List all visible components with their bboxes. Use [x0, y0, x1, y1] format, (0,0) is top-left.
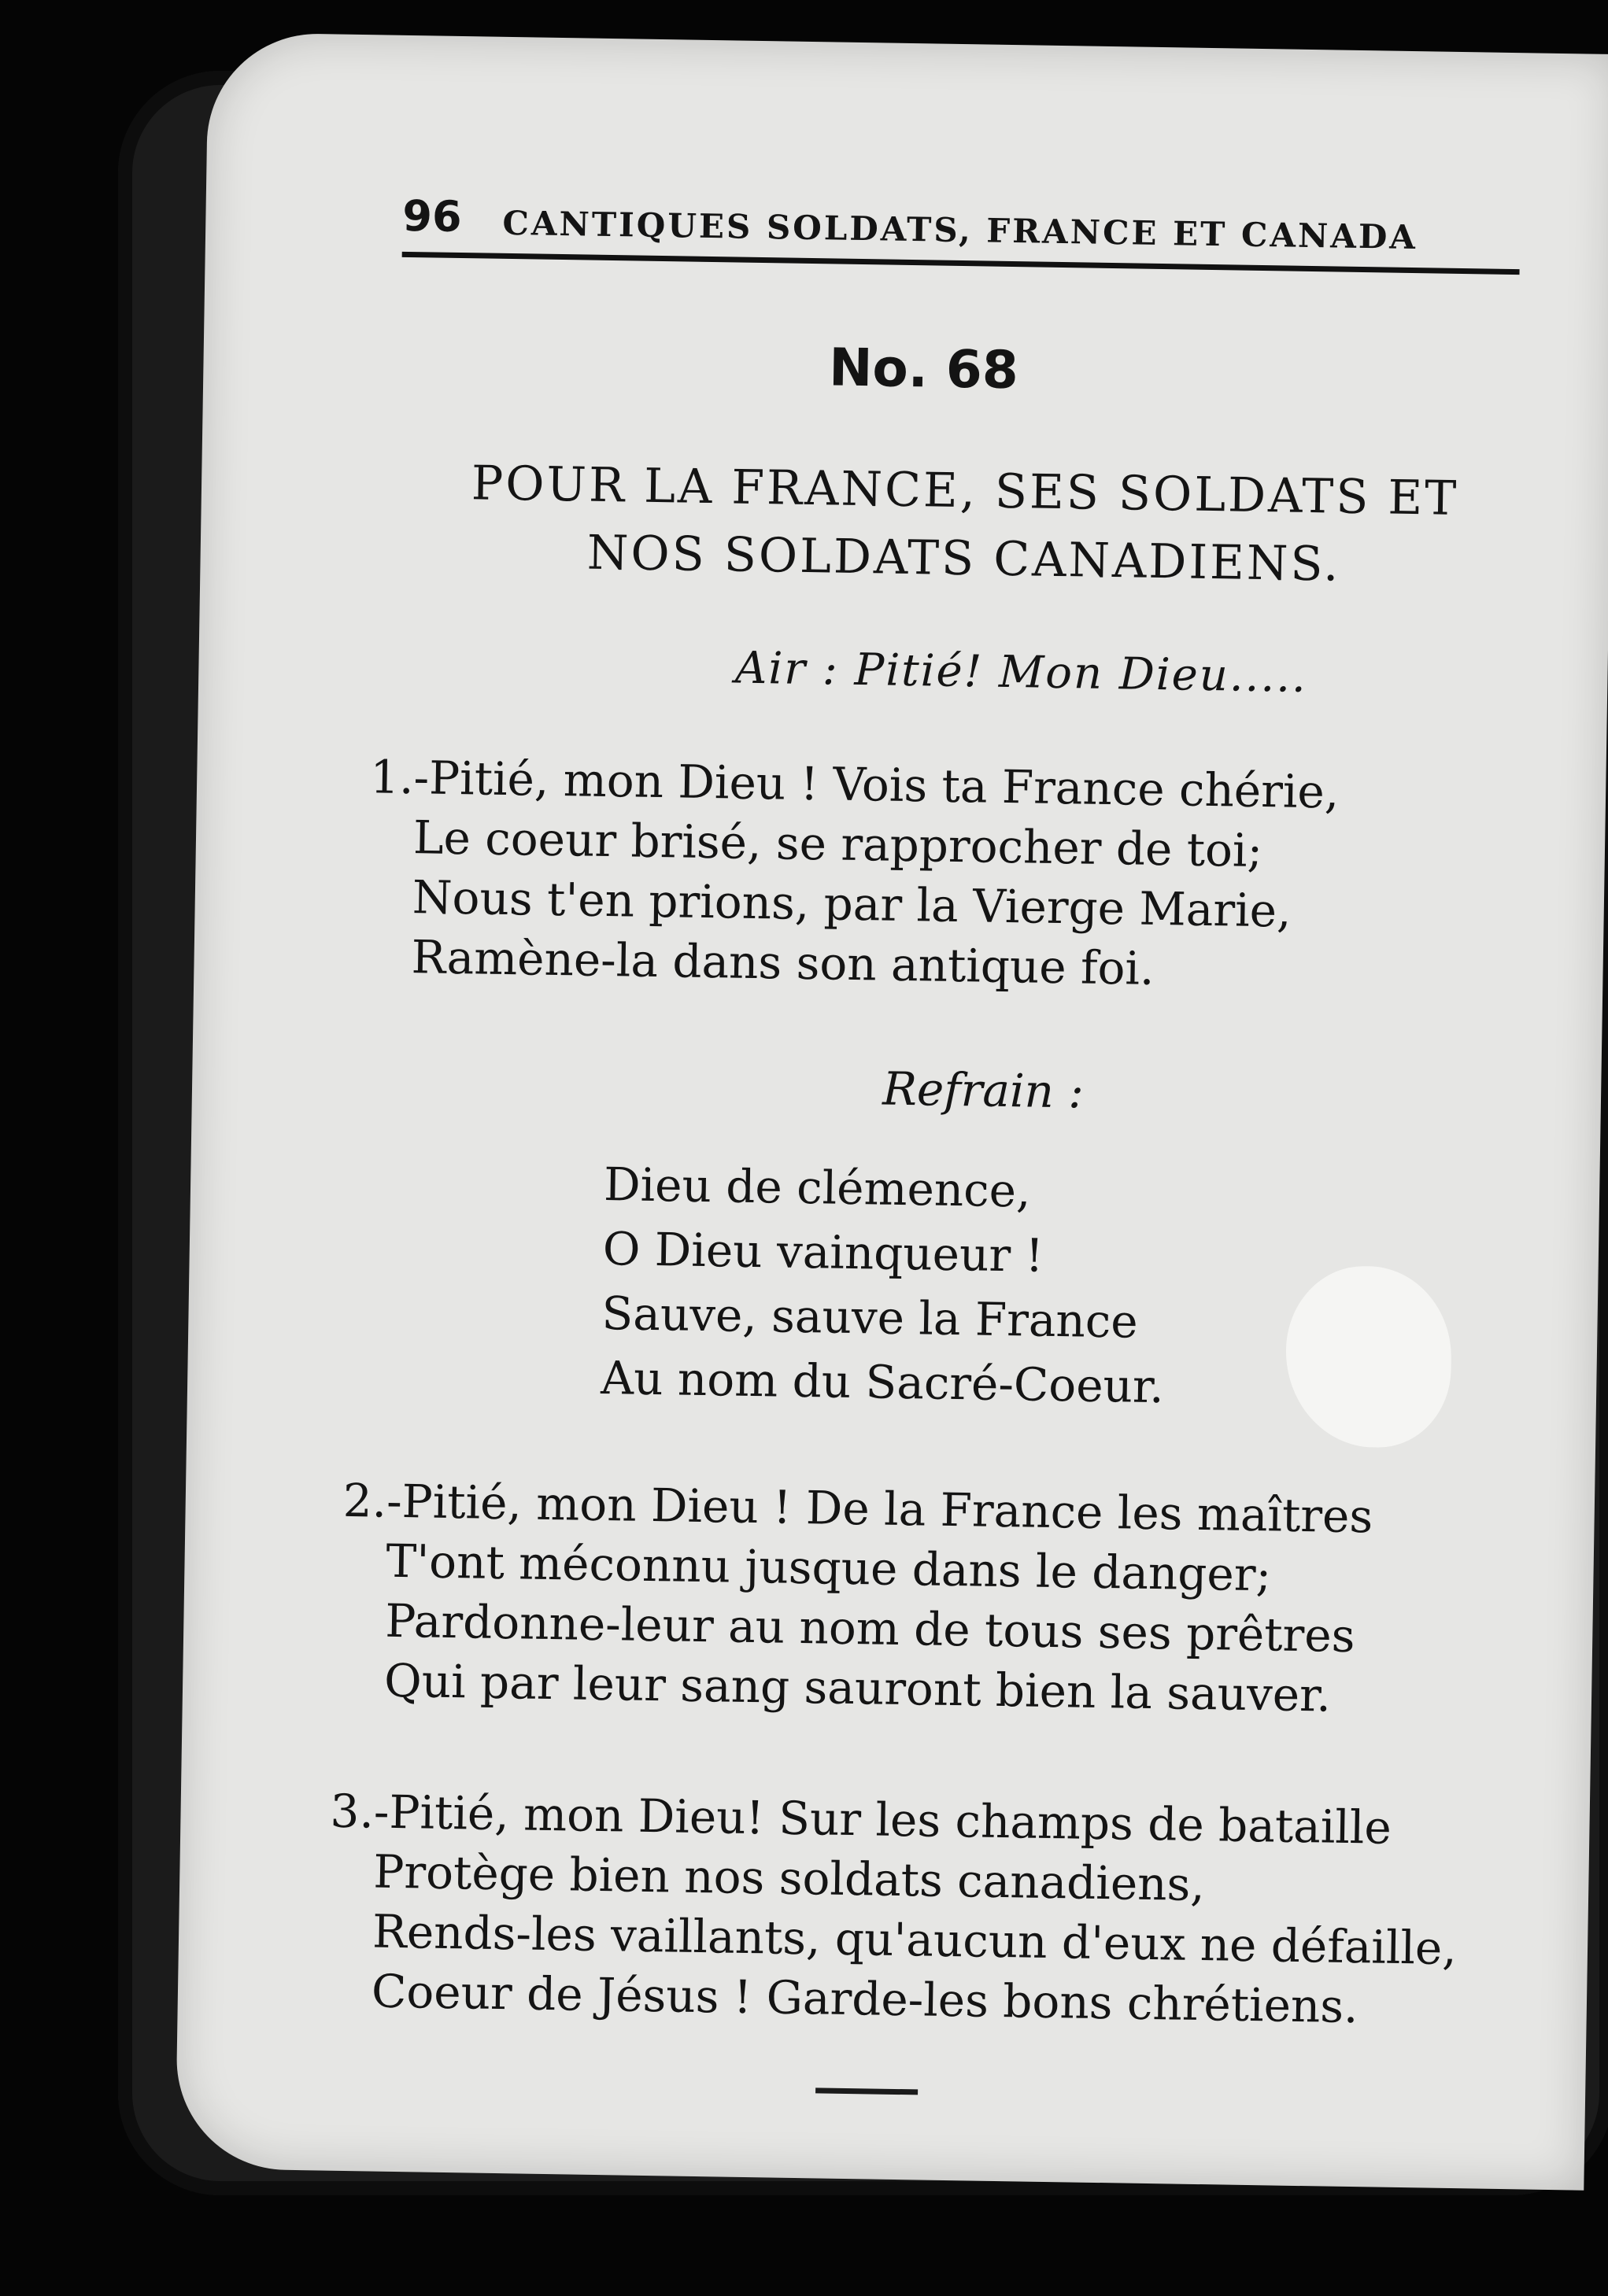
refrain-line: Sauve, sauve la France: [601, 1286, 1139, 1349]
refrain-line: O Dieu vainqueur !: [602, 1222, 1044, 1283]
stanza-3: [327, 1781, 1458, 2038]
refrain-line: Au nom du Sacré-Coeur.: [600, 1350, 1165, 1414]
stanza-line: Qui par leur sang sauront bien la sauver.: [383, 1653, 1332, 1722]
hymn-title-line: NOS SOLDATS CANADIENS.: [586, 525, 1341, 592]
running-title: CANTIQUES SOLDATS, FRANCE ET CANADA: [502, 203, 1418, 257]
refrain-line: Dieu de clémence,: [603, 1157, 1031, 1218]
stanza-2: [340, 1471, 1373, 1726]
refrain: [601, 1152, 1168, 1419]
page-number: 96: [401, 190, 463, 242]
stanza-line: 3.-Pitié, mon Dieu! Sur les champs de bataille: [330, 1784, 1392, 1855]
refrain-label: Refrain :: [882, 1061, 1085, 1119]
stanza-line: 1.-Pitié, mon Dieu ! Vois ta France chérie,: [369, 750, 1340, 819]
stanza-line: Coeur de Jésus ! Garde-les bons chrétiens.: [371, 1964, 1359, 2034]
air-line: Air : Pitié! Mon Dieu.....: [734, 642, 1308, 703]
paper-blemish: [1285, 1265, 1453, 1449]
hymn-number: No. 68: [828, 337, 1019, 401]
stanza-line: Ramène-la dans son antique foi.: [411, 930, 1155, 995]
hymn-title-line: POUR LA FRANCE, SES SOLDATS ET: [471, 456, 1459, 526]
stanza-line: T'ont méconnu jusque dans le danger;: [386, 1534, 1272, 1602]
stanza-line: 2.-Pitié, mon Dieu ! De la France les maîtres: [342, 1473, 1373, 1544]
stanza-1: [367, 747, 1340, 1001]
end-rule: [815, 2087, 918, 2095]
stanza-line: Nous t'en prions, par la Vierge Marie,: [412, 870, 1292, 938]
stanza-line: Rends-les vaillants, qu'aucun d'eux ne défaille,: [372, 1904, 1458, 1976]
stanza-line: Pardonne-leur au nom de tous ses prêtres: [384, 1593, 1355, 1663]
book-page: [175, 32, 1608, 2191]
page-header: [402, 181, 1521, 275]
hymn-title: [397, 448, 1532, 602]
stanza-line: Le coeur brisé, se rapprocher de toi;: [412, 810, 1263, 878]
stanza-line: Protège bien nos soldats canadiens,: [372, 1844, 1206, 1912]
